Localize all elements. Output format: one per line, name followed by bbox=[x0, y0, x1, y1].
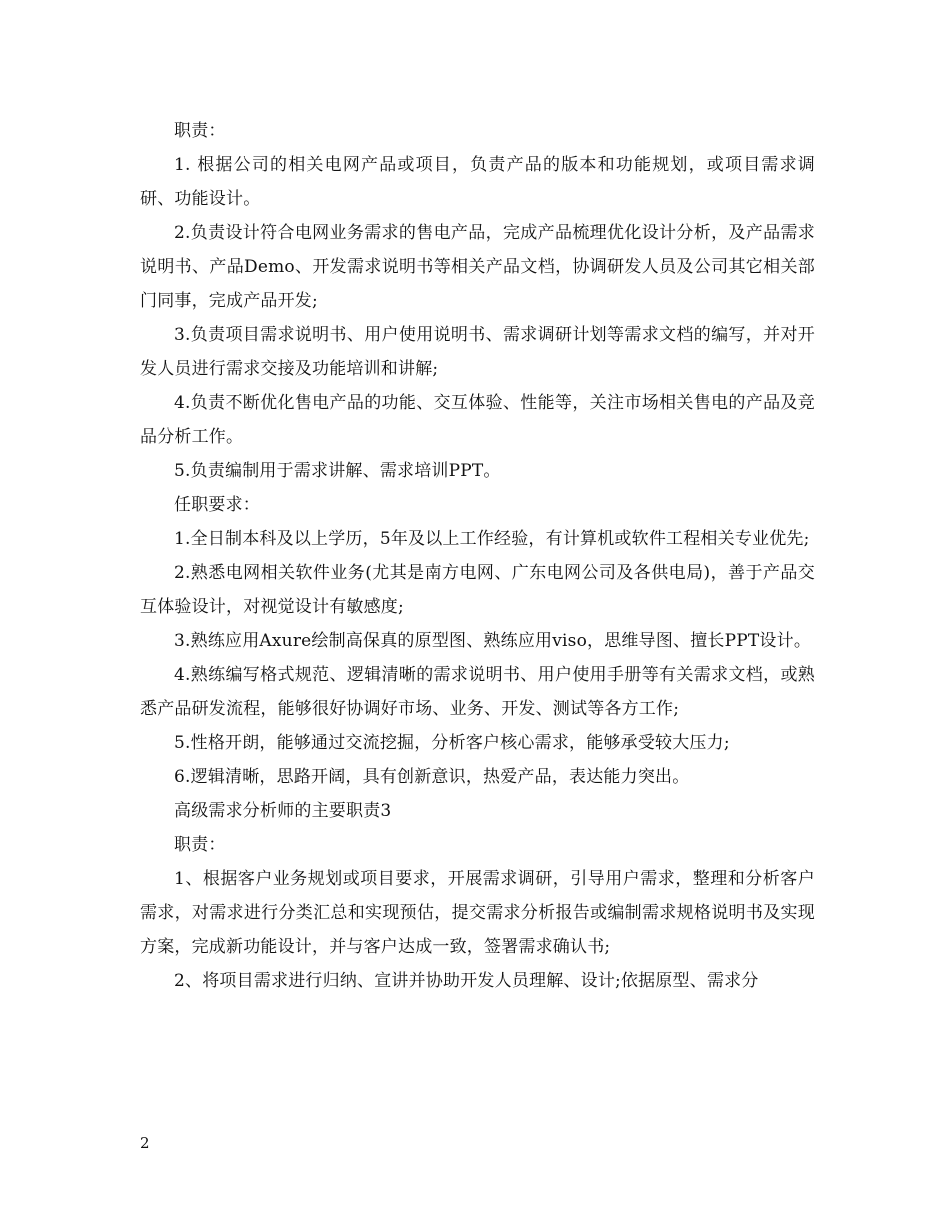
paragraph-requirement-4: 4.熟练编写格式规范、逻辑清晰的需求说明书、用户使用手册等有关需求文档，或熟悉产品研发流程，能够很好协调好市场、业务、开发、测试等各方工作; bbox=[140, 665, 815, 719]
paragraph-duty-5: 5.负责编制用于需求讲解、需求培训PPT。 bbox=[174, 461, 501, 481]
paragraph-requirement-6: 6.逻辑清晰，思路开阔，具有创新意识，热爱产品，表达能力突出。 bbox=[174, 767, 690, 787]
document-body bbox=[140, 114, 815, 998]
paragraph-section3-duty-2: 2、将项目需求进行归纳、宣讲并协助开发人员理解、设计;依据原型、需求分 bbox=[174, 971, 759, 991]
paragraph-duties-heading-2: 职责： bbox=[174, 835, 226, 855]
page-number: 2 bbox=[140, 1134, 150, 1152]
paragraph-requirement-1: 1.全日制本科及以上学历，5年及以上工作经验，有计算机或软件工程相关专业优先; bbox=[174, 529, 810, 549]
paragraph-requirements-heading: 任职要求： bbox=[174, 495, 260, 515]
paragraph-requirement-3: 3.熟练应用Axure绘制高保真的原型图、熟练应用viso，思维导图、擅长PPT设计。 bbox=[174, 631, 812, 651]
paragraph-requirement-2: 2.熟悉电网相关软件业务(尤其是南方电网、广东电网公司及各供电局)，善于产品交互体验设计，对视觉设计有敏感度; bbox=[140, 563, 815, 617]
paragraph-duty-4: 4.负责不断优化售电产品的功能、交互体验、性能等，关注市场相关售电的产品及竞品分析工作。 bbox=[140, 393, 815, 447]
section-title: 高级需求分析师的主要职责3 bbox=[174, 801, 392, 821]
paragraph-requirement-5: 5.性格开朗，能够通过交流挖掘，分析客户核心需求，能够承受较大压力; bbox=[174, 733, 730, 753]
paragraph-section3-duty-1: 1、根据客户业务规划或项目要求，开展需求调研，引导用户需求，整理和分析客户需求，对需求进行分类汇总和实现预估，提交需求分析报告或编制需求规格说明书及实现方案，完成新功能设计，并与客户达成一致，签署需求确认书; bbox=[140, 869, 815, 957]
paragraph-duty-3: 3.负责项目需求说明书、用户使用说明书、需求调研计划等需求文档的编写，并对开发人员进行需求交接及功能培训和讲解; bbox=[140, 325, 815, 379]
paragraph-duty-1: 1. 根据公司的相关电网产品或项目，负责产品的版本和功能规划，或项目需求调研、功能设计。 bbox=[140, 155, 815, 209]
paragraph-duty-2: 2.负责设计符合电网业务需求的售电产品，完成产品梳理优化设计分析，及产品需求说明书、产品Demo、开发需求说明书等相关产品文档，协调研发人员及公司其它相关部门同事，完成产品开发; bbox=[140, 223, 815, 311]
paragraph-duties-heading: 职责： bbox=[174, 121, 226, 141]
